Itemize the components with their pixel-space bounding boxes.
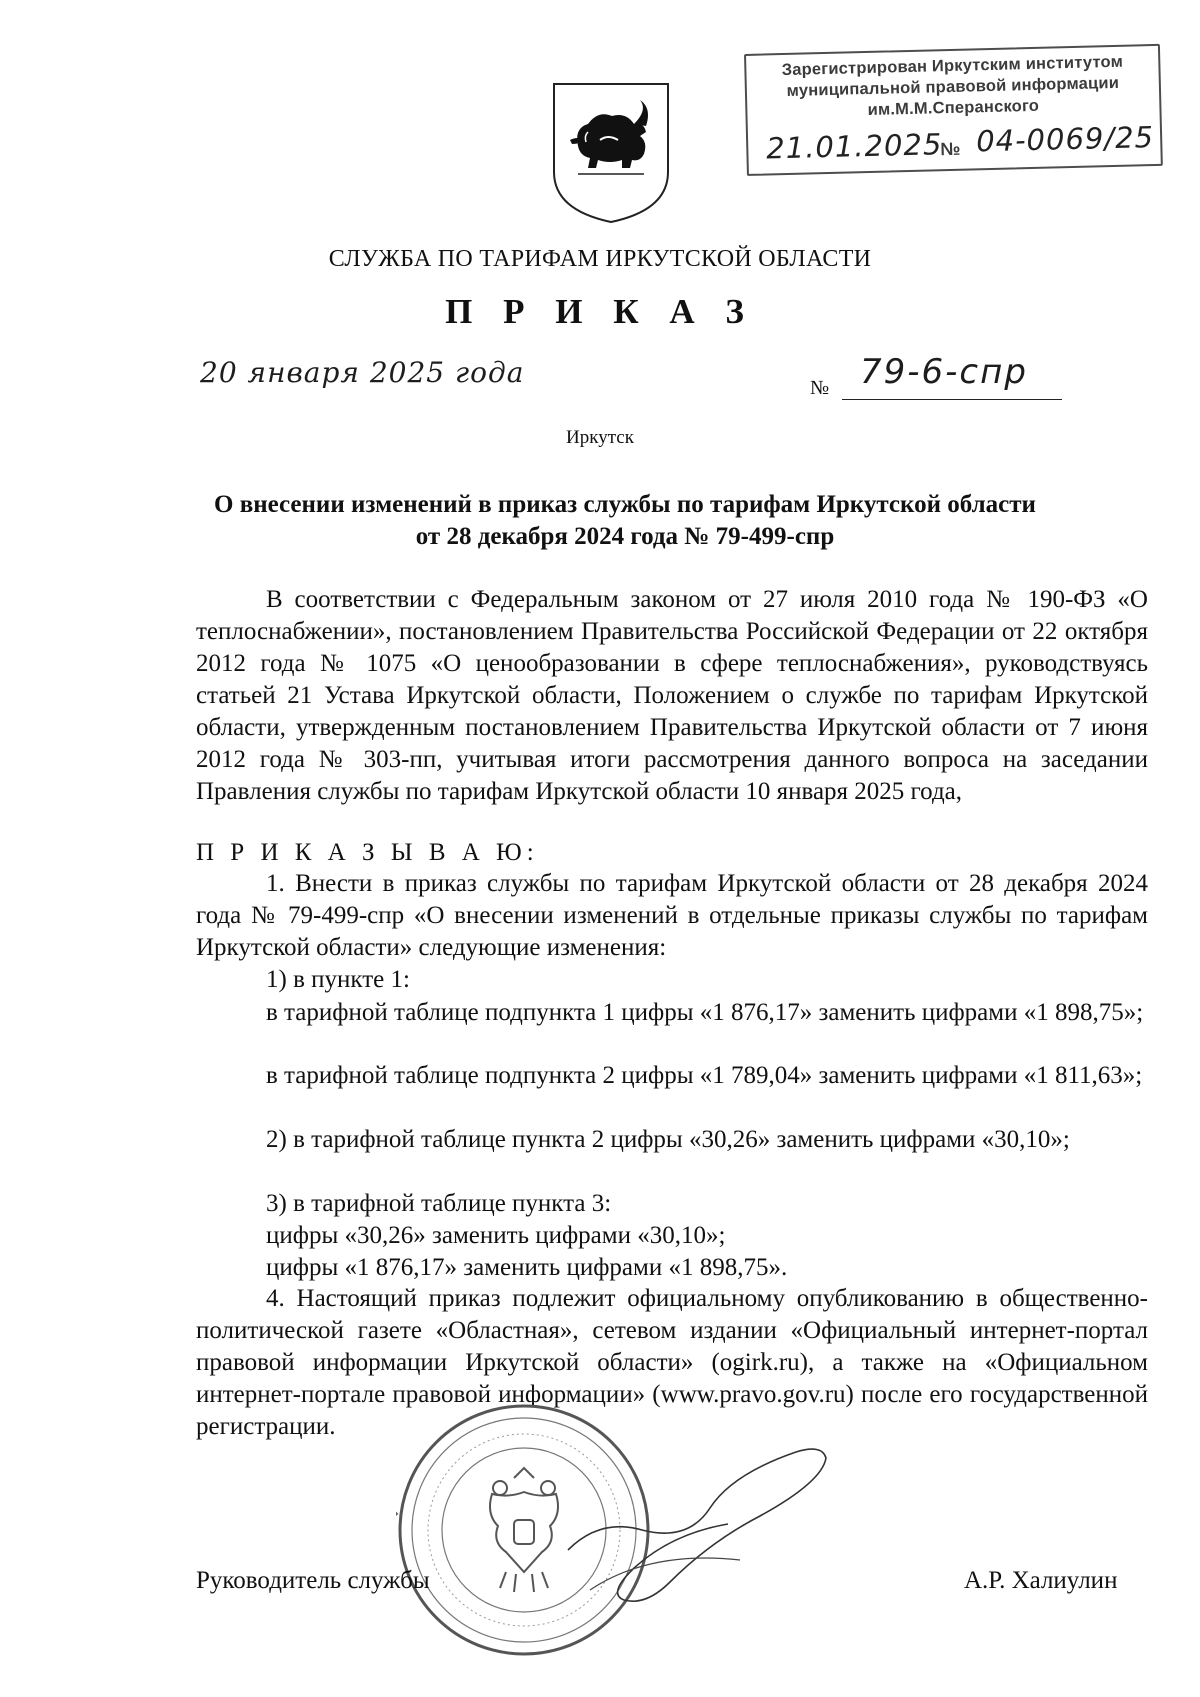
registration-stamp-line-1: Зарегистрирован Иркутским институтом	[781, 52, 1124, 80]
handwritten-signature-icon	[560, 1430, 840, 1630]
agency-name: СЛУЖБА ПО ТАРИФАМ ИРКУТСКОЙ ОБЛАСТИ	[328, 246, 872, 272]
signatory-name: А.Р. Халиулин	[964, 1567, 1118, 1594]
item-1-subitem-1-change-a: в тарифной таблице подпункта 1 цифры «1 876,17» заменить цифрами «1 898,75»;	[266, 999, 1144, 1026]
preamble-paragraph: В соответствии с Федеральным законом от 27 июля 2010 года № 190-ФЗ «О теплоснабжении», постановлением Правительства Российской Федерации от 22 октября 2012 года № 1075 «О ценообразовании в сфере теплоснабжения», руководствуясь статьей 21 Устава Иркутской области, Положением о службе по тарифам Иркутской области, утвержденным постановлением Правительства Иркутской области от 7 июня 2012 года № 303-пп, учитывая итоги рассмотрения данного вопроса на заседании Правления службы по тарифам Иркутской области 10 января 2025 года,	[196, 586, 1148, 805]
item-1-subitem-3: 3) в тарифной таблице пункта 3:	[266, 1190, 612, 1217]
item-1-paragraph: 1. Внести в приказ службы по тарифам Иркутской области от 28 декабря 2024 года № 79-499-спр «О внесении изменений в отдельные приказы службы по тарифам Иркутской области» следующие изменения:	[196, 870, 1148, 961]
document-title-line-2: от 28 декабря 2024 года № 79-499-спр	[415, 523, 835, 550]
irkutsk-coat-of-arms-icon	[548, 80, 674, 226]
order-number-sign: №	[810, 377, 830, 399]
order-date: 20 января 2025 года	[200, 356, 525, 389]
item-1-subitem-3-change-b: цифры «1 876,17» заменить цифрами «1 898,75».	[266, 1254, 788, 1281]
item-1-subitem-1-change-b: в тарифной таблице подпункта 2 цифры «1 789,04» заменить цифрами «1 811,63»;	[266, 1062, 1143, 1089]
registration-stamp-line-2: муниципальной правовой информации	[786, 73, 1120, 100]
item-1-subitem-2: 2) в тарифной таблице пункта 2 цифры «30,26» заменить цифрами «30,10»;	[266, 1126, 1070, 1153]
signatory-role: Руководитель службы	[196, 1567, 430, 1594]
document-type: П Р И К А З	[445, 292, 755, 331]
registration-date: 21.01.2025	[765, 127, 943, 166]
registration-stamp	[744, 44, 1163, 176]
item-1-subitem-3-change-a: цифры «30,26» заменить цифрами «30,10»;	[266, 1222, 726, 1249]
registration-stamp-line-3: им.М.М.Сперанского	[867, 96, 1040, 119]
document-title-line-1: О внесении изменений в приказ службы по тарифам Иркутской области	[214, 491, 1036, 518]
item-4-paragraph: 4. Настоящий приказ подлежит официальному опубликованию в общественно-политической газете «Областная», сетевом издании «Официальный интернет-портал правовой информации Иркутской области» (ogirk.ru), а также на «Официальном интернет-портале правовой информации» (www.pravo.gov.ru) после его государственной регистрации.	[196, 1285, 1148, 1440]
registration-number-sign: №	[940, 138, 961, 160]
city: Иркутск	[566, 427, 634, 448]
item-1-subitem-1: 1) в пункте 1:	[266, 966, 410, 993]
registration-number: 04-0069/25	[975, 120, 1155, 159]
order-number-underline	[842, 399, 1062, 400]
order-number: 79-6-спр	[860, 352, 1028, 392]
order-word: П Р И К А З Ы В А Ю:	[196, 839, 539, 866]
